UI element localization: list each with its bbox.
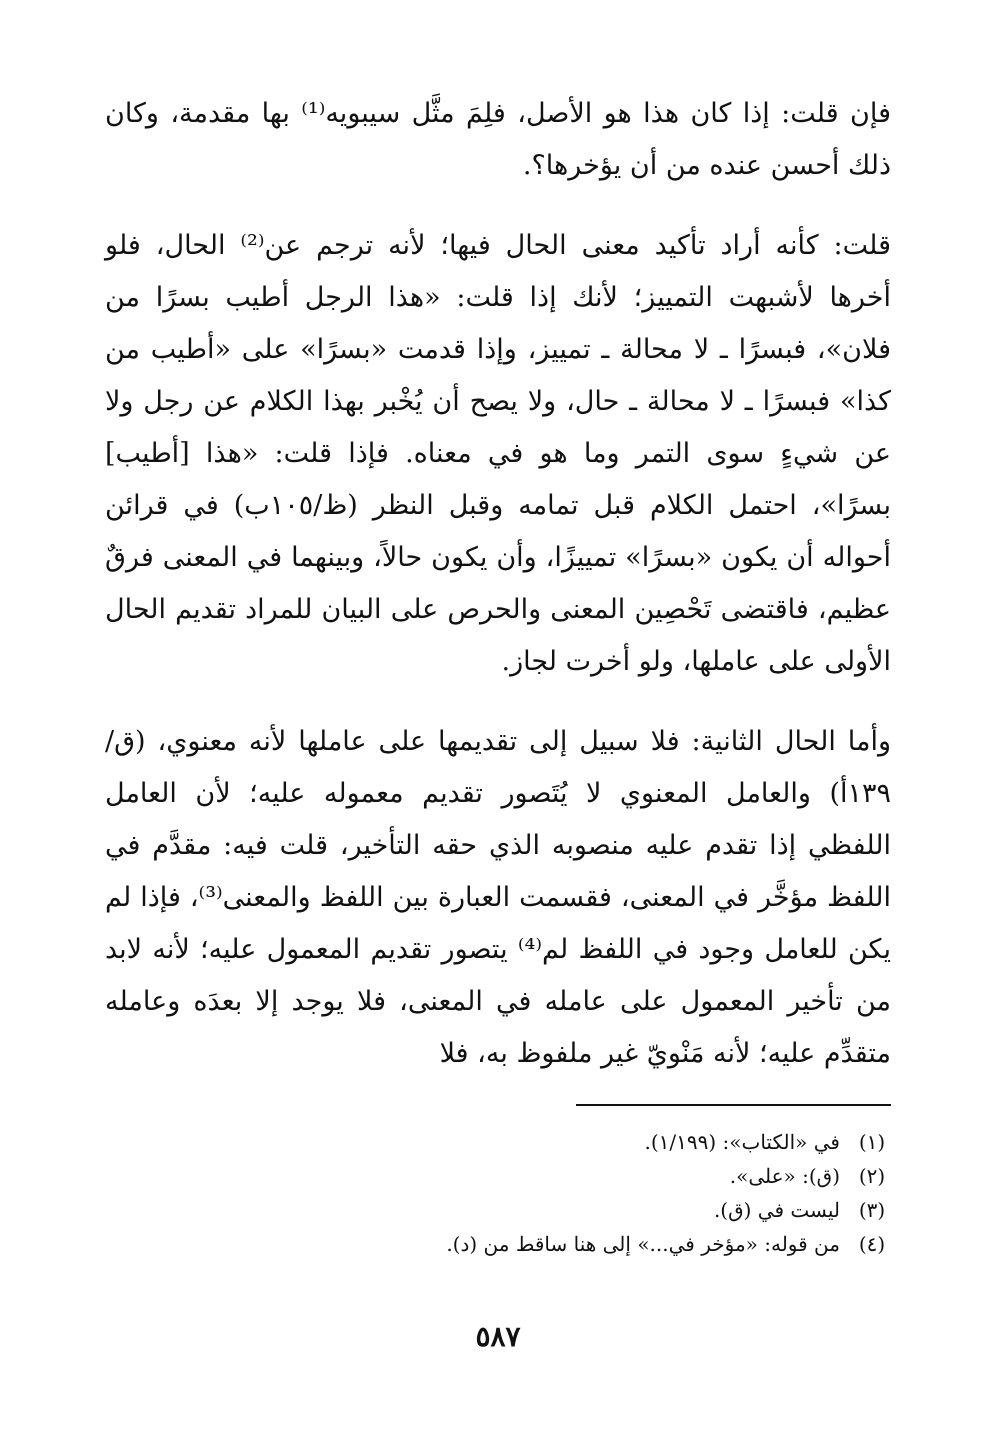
paragraph-3: وأما الحال الثانية: فلا سبيل إلى تقديمها على عاملها لأنه معنوي، (ق/١٣٩أ) والعامل المعنوي لا يُتَصور تقديم معموله عليه؛ لأن العامل اللفظي إذا تقدم عليه منصوبه الذي حقه التأخير، قلت فيه: مقدَّم في اللفظ مؤخَّر في المعنى، فقسمت العبارة بين اللفظ والمعنى⁽³⁾، فإذا لم يكن للعامل وجود في اللفظ لم⁽⁴⁾ يتصور تقديم المعمول عليه؛ لأنه لابد من تأخير المعمول على عامله في المعنى، فلا يوجد إلا بعدَه وعامله متقدِّم عليه؛ لأنه مَنْويّ غير ملفوظ به، فلا — [105, 726, 891, 1069]
footnote-number: (٢) — [858, 1164, 886, 1188]
footnote-number: (٣) — [858, 1198, 886, 1222]
main-text — [105, 88, 891, 1080]
paragraph-1: فإن قلت: إذا كان هذا هو الأصل، فلِمَ مثَّل سيبويه⁽¹⁾ بها مقدمة، وكان ذلك أحسن عنده من أن يؤخرها؟. — [105, 98, 891, 181]
page-number: ٥٨٧ — [475, 1320, 521, 1353]
footnote-divider — [576, 1104, 891, 1106]
footnote-text: (ق): «على». — [729, 1164, 840, 1188]
footnote-4 — [105, 1227, 886, 1261]
paragraph-2: قلت: كأنه أراد تأكيد معنى الحال فيها؛ لأنه ترجم عن⁽²⁾ الحال، فلو أخرها لأشبهت التمييز؛ لأنك إذا قلت: «هذا الرجل أطيب بسرًا من فلان»، فبسرًا ـ لا محالة ـ تمييز، وإذا قدمت «بسرًا» على «أطيب من كذا» فبسرًا ـ لا محالة ـ حال، ولا يصح أن يُخْبر بهذا الكلام عن رجل ولا عن شيءٍ سوى التمر وما هو في معناه. فإذا قلت: «هذا [أطيب] بسرًا»، احتمل الكلام قبل تمامه وقبل النظر (ظ/١٠٥ب) في قرائن أحواله أن يكون «بسرًا» تمييزًا، وأن يكون حالاً، وبينهما في المعنى فرقٌ عظيم، فاقتضى تَحْصِين المعنى والحرص على البيان للمراد تقديم الحال الأولى على عاملها، ولو أخرت لجاز. — [105, 230, 892, 677]
footnote-3 — [105, 1193, 886, 1227]
footnote-2 — [105, 1159, 886, 1193]
footnotes-list — [105, 1125, 886, 1261]
footnote-number: (١) — [858, 1130, 886, 1154]
footnote-1 — [105, 1125, 886, 1159]
footnote-text: في «الكتاب»: (١/١٩٩). — [644, 1130, 840, 1154]
footnote-text: من قوله: «مؤخر في...» إلى هنا ساقط من (د). — [446, 1232, 840, 1256]
footnote-text: ليست في (ق). — [713, 1198, 840, 1222]
footnote-number: (٤) — [858, 1232, 886, 1256]
